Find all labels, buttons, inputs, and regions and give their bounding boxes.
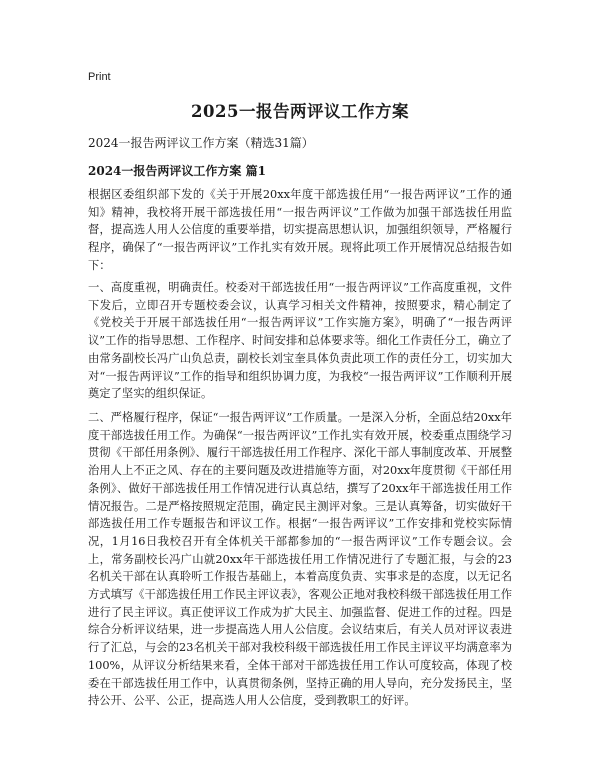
paragraph-section-one: 一、高度重视，明确责任。校委对干部选拔任用“一报告两评议”工作高度重视，文件下发后，立即召开专题校委会议，认真学习相关文件精神，按照要求，精心制定了《党校关于开展干部选拔任用“一报告两评议”工作实施方案》，明确了“一报告两评议”工作的指导思想、工作程序、时间安排和总体要求等。细化工作责任分工，确立了由常务副校长冯广山负总责，副校长刘宝奎具体负责此项工作的责任分工，切实加大对“一报告两评议”工作的指导和组织协调力度，为我校“一报告两评议”工作顺利开展奠定了坚实的组织保证。 (88, 281, 512, 401)
document-subtitle: 2024一报告两评议工作方案（精选31篇） (88, 136, 314, 150)
section-heading: 2024一报告两评议工作方案 篇1 (88, 164, 266, 178)
page-title: 2025一报告两评议工作方案 (191, 102, 409, 121)
paragraph-intro: 根据区委组织部下发的《关于开展20xx年度干部选拔任用“一报告两评议”工作的通知》精神，我校将开展干部选拔任用“一报告两评议”工作做为加强干部选拔任用监督，提高选人用人公信度的重要举措，切实提高思想认识，加强组织领导，严格履行程序，确保了“一报告两评议”工作扎实有效开展。现将此项工作开展情况总结报告如下： (88, 188, 512, 272)
paragraph-section-two: 二、严格履行程序，保证“一报告两评议”工作质量。一是深入分析，全面总结20xx年度干部选拔任用工作。为确保“一报告两评议”工作扎实有效开展，校委重点围绕学习贯彻《干部任用条例》、履行干部选拔任用工作程序、深化干部人事制度改革、开展整治用人上不正之风、存在的主要问题及改进措施等方面，对20xx年度贯彻《干部任用条例》、做好干部选拔任用工作情况进行认真总结，撰写了20xx年干部选拔任用工作情况报告。二是严格按照规定范围，确定民主测评对象。三是认真筹备，切实做好干部选拔任用工作专题报告和评议工作。根据“一报告两评议”工作安排和党校实际情况，1月16日我校召开有全体机关干部都参加的“一报告两评议”工作专题会议。会上，常务副校长冯广山就20xx年干部选拔任用工作情况进行了专题汇报，与会的23名机关干部在认真聆听工作报告基础上，本着高度负责、实事求是的态度，以无记名方式填写《干部选拔任用工作民主评议表》，客观公正地对我校科级干部选拔任用工作进行了民主评议。真正使评议工作成为扩大民主、加强监督、促进工作的过程。四是综合分析评议结果，进一步提高选人用人公信度。会议结束后，有关人员对评议表进行了汇总，与会的23名机关干部对我校科级干部选拔任用工作民主评议平均满意率为100%，从评议分析结果来看，全体干部对干部选拔任用工作认可度较高，体现了校委在干部选拔任用工作中，认真贯彻条例，坚持正确的用人导向，充分发扬民主，坚持公开、公平、公正，提高选人用人公信度，受到教职工的好评。 (88, 411, 512, 708)
print-link[interactable]: Print (88, 71, 111, 83)
